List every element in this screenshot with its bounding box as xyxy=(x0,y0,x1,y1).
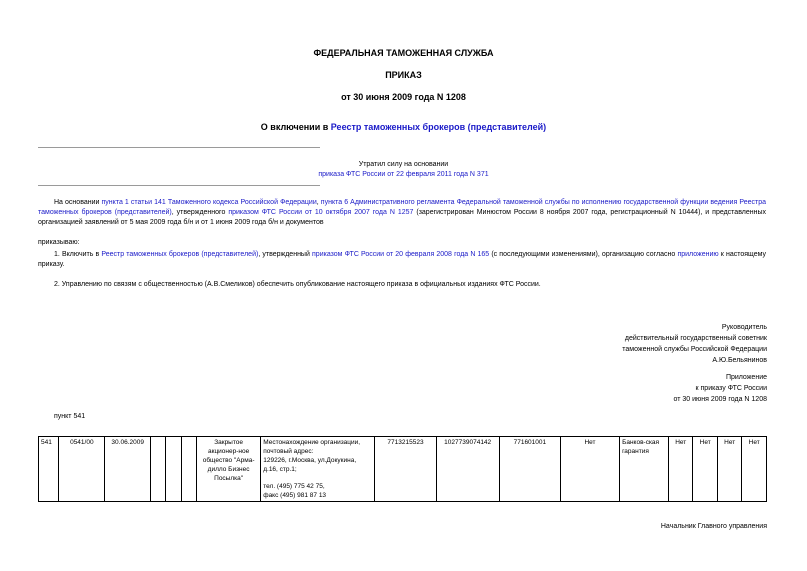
divider-top xyxy=(38,147,320,148)
agency-name: ФЕДЕРАЛЬНАЯ ТАМОЖЕННАЯ СЛУЖБА xyxy=(313,48,494,58)
cell-col14: Нет xyxy=(717,437,741,502)
appendix-link[interactable]: приложению xyxy=(677,251,719,258)
repeal-note: Утратил силу на основании xyxy=(358,161,449,168)
appendix-block xyxy=(673,372,767,405)
preamble-text: (зарегистрирован Минюстом России 8 ноября 2007 года, регистрационный N 10444), и представленных организацией заявлений от 5 мая 2009 года б/н и от 1 июня 2009 года б/н и документов xyxy=(38,209,766,226)
document-type: ПРИКАЗ xyxy=(385,70,422,80)
preamble-text: На основании xyxy=(54,199,102,206)
signature-line: Руководитель xyxy=(721,324,767,331)
item-text: , утвержденный xyxy=(258,251,313,258)
signature-block xyxy=(622,322,767,366)
cell-col15: Нет xyxy=(742,437,767,502)
appendix-line: Приложение xyxy=(725,374,767,381)
location-line: факс (495) 981 87 13 xyxy=(263,492,327,499)
cell-col13: Нет xyxy=(693,437,717,502)
item-text: (с последующими изменениями), организацию согласно xyxy=(489,251,678,258)
order-165-link[interactable]: приказом ФТС России от 20 февраля 2008 года N 165 xyxy=(312,251,490,258)
order-item-2: 2. Управлению по связям с общественностью (А.В.Смеликов) обеспечить опубликование настоящего приказа в официальных изданиях ФТС России. xyxy=(54,281,541,288)
footer-signature: Начальник Главного управления xyxy=(660,523,767,530)
repeal-link-wrap xyxy=(0,170,807,180)
order-1257-link[interactable]: приказом ФТС России от 10 октября 2007 года N 1257 xyxy=(228,209,414,216)
order-word: приказываю: xyxy=(38,239,80,246)
cell-empty xyxy=(166,437,181,502)
cell-org-name: Закрытое акционер-ное общество "Арма-дилло Бизнес Посылка" xyxy=(196,437,260,502)
repeal-order-link[interactable]: приказа ФТС России от 22 февраля 2011 года N 371 xyxy=(318,171,489,178)
cell-col11: Банков-ская гарантия xyxy=(620,437,669,502)
page-title xyxy=(0,122,807,132)
preamble-paragraph xyxy=(38,198,766,228)
document-date-number: от 30 июня 2009 года N 1208 xyxy=(341,92,466,102)
cell-inn: 7713215523 xyxy=(375,437,436,502)
divider-bottom xyxy=(38,185,320,186)
point-label: пункт 541 xyxy=(54,413,86,420)
order-item-1 xyxy=(38,250,766,270)
location-line: тел. (495) 775 42 75, xyxy=(263,483,325,490)
table-row xyxy=(39,437,767,502)
cell-col10: Нет xyxy=(560,437,619,502)
cell-empty xyxy=(151,437,166,502)
admin-regulation-link[interactable]: пункта 6 Административного регламента Федеральной таможенной службы по исполнению государственной функции ведения Реестра таможенных брокеров (представителей) xyxy=(38,199,766,216)
cell-reg-number: 0541/00 xyxy=(59,437,105,502)
registry-title-link[interactable]: Реестр таможенных брокеров (представителей) xyxy=(330,122,547,132)
cell-kpp: 771601001 xyxy=(499,437,560,502)
cell-number: 541 xyxy=(39,437,59,502)
preamble-text: , xyxy=(316,199,321,206)
cell-col12: Нет xyxy=(669,437,693,502)
cell-location xyxy=(261,437,375,502)
location-line: 129226, г.Москва, ул.Докукина, д.16, стр.1; xyxy=(263,457,357,473)
location-line: Местонахождение организации, почтовый адрес: xyxy=(263,439,361,455)
appendix-line: от 30 июня 2009 года N 1208 xyxy=(673,396,767,403)
customs-code-link[interactable]: пункта 1 статьи 141 Таможенного кодекса Российской Федерации xyxy=(101,199,317,206)
cell-empty xyxy=(181,437,196,502)
preamble-text: , утвержденного xyxy=(171,209,229,216)
location-spacer xyxy=(263,474,372,482)
item-text: 1. Включить в xyxy=(54,251,102,258)
appendix-line: к приказу ФТС России xyxy=(695,385,767,392)
item-text: к настоящему приказу. xyxy=(38,251,766,268)
registry-table xyxy=(38,436,767,502)
title-prefix: О включении в xyxy=(260,122,331,132)
signature-line: таможенной службы Российской Федерации xyxy=(622,346,767,353)
cell-ogrn: 1027739074142 xyxy=(436,437,499,502)
signature-line: действительный государственный советник xyxy=(624,335,767,342)
registry-link[interactable]: Реестр таможенных брокеров (представителей) xyxy=(101,251,259,258)
signature-name: А.Ю.Бельянинов xyxy=(712,357,767,364)
cell-date: 30.06.2009 xyxy=(105,437,151,502)
